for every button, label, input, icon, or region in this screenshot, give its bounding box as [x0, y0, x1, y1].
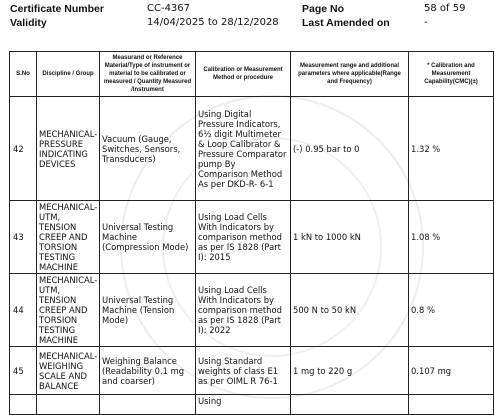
cell-discipline	[37, 395, 100, 415]
cell-method: Using Load Cells With Indicators by comparison method as per IS 1828 (Part I): 2015	[196, 201, 291, 274]
cell-measurand: Universal Testing Machine (Compression Mode)	[100, 201, 196, 274]
cell-cmc	[409, 395, 494, 415]
last-amended-label: Last Amended on	[302, 17, 390, 29]
page-no-label: Page No	[302, 3, 345, 15]
scope-table	[9, 51, 494, 415]
cell-sno: 45	[10, 347, 37, 395]
certificate-header	[0, 0, 495, 36]
cert-number-value: CC-4367	[147, 3, 191, 14]
last-amended-value: -	[424, 17, 428, 28]
col-header-range: Measurement range and additional parameters where applicable(Range and Frequency)	[291, 52, 409, 97]
cell-method: Using	[196, 395, 291, 415]
table-row	[10, 274, 494, 347]
cell-measurand: Universal Testing Machine (Tension Mode)	[100, 274, 196, 347]
col-header-measurand: Measurand or Reference Material/Type of instrument or material to be calibrated or measured / Quantity Measured /Instrument	[100, 52, 196, 97]
cell-cmc: 0.8 %	[409, 274, 494, 347]
col-header-sno: S.No	[10, 52, 37, 97]
cell-measurand	[100, 395, 196, 415]
cell-range	[291, 395, 409, 415]
cell-discipline: MECHANICAL- WEIGHING SCALE AND BALANCE	[37, 347, 100, 395]
validity-label: Validity	[10, 17, 47, 29]
table-row	[10, 201, 494, 274]
cell-sno: 43	[10, 201, 37, 274]
cell-cmc: 0.107 mg	[409, 347, 494, 395]
cell-method: Using Digital Pressure Indicators, 6½ digit Multimeter & Loop Calibrator & Pressure Comparator pump By Comparison Method As per DKD-R- 6-1	[196, 97, 291, 201]
cell-range: 1 kN to 1000 kN	[291, 201, 409, 274]
table-row	[10, 347, 494, 395]
cert-number-label: Certificate Number	[10, 3, 104, 15]
cell-range: 1 mg to 220 g	[291, 347, 409, 395]
cell-discipline: MECHANICAL- PRESSURE INDICATING DEVICES	[37, 97, 100, 201]
cell-sno: 42	[10, 97, 37, 201]
cell-measurand: Vacuum (Gauge, Switches, Sensors, Transducers)	[100, 97, 196, 201]
cell-measurand: Weighing Balance (Readability 0.1 mg and coarser)	[100, 347, 196, 395]
table-row	[10, 395, 494, 415]
cell-cmc: 1.32 %	[409, 97, 494, 201]
page-no-value: 58 of 59	[424, 3, 466, 14]
cell-discipline: MECHANICAL- UTM, TENSION CREEP AND TORSION TESTING MACHINE	[37, 274, 100, 347]
table-row	[10, 97, 494, 201]
cell-method: Using Standard weights of class E1 as per OIML R 76-1	[196, 347, 291, 395]
validity-value: 14/04/2025 to 28/12/2028	[147, 17, 279, 28]
col-header-cmc: * Calibration and Measurement Capability(CMC)(±)	[409, 52, 494, 97]
cell-method: Using Load Cells With Indicators by comparison method as per IS 1828 (Part I): 2022	[196, 274, 291, 347]
cell-sno	[10, 395, 37, 415]
col-header-method: Calibration or Measurement Method or procedure	[196, 52, 291, 97]
cell-range: 500 N to 50 kN	[291, 274, 409, 347]
cell-sno: 44	[10, 274, 37, 347]
cell-cmc: 1.08 %	[409, 201, 494, 274]
cell-range: (-) 0.95 bar to 0	[291, 97, 409, 201]
col-header-discipline: Discipline / Group	[37, 52, 100, 97]
table-header-row	[10, 52, 494, 97]
cell-discipline: MECHANICAL- UTM, TENSION CREEP AND TORSION TESTING MACHINE	[37, 201, 100, 274]
